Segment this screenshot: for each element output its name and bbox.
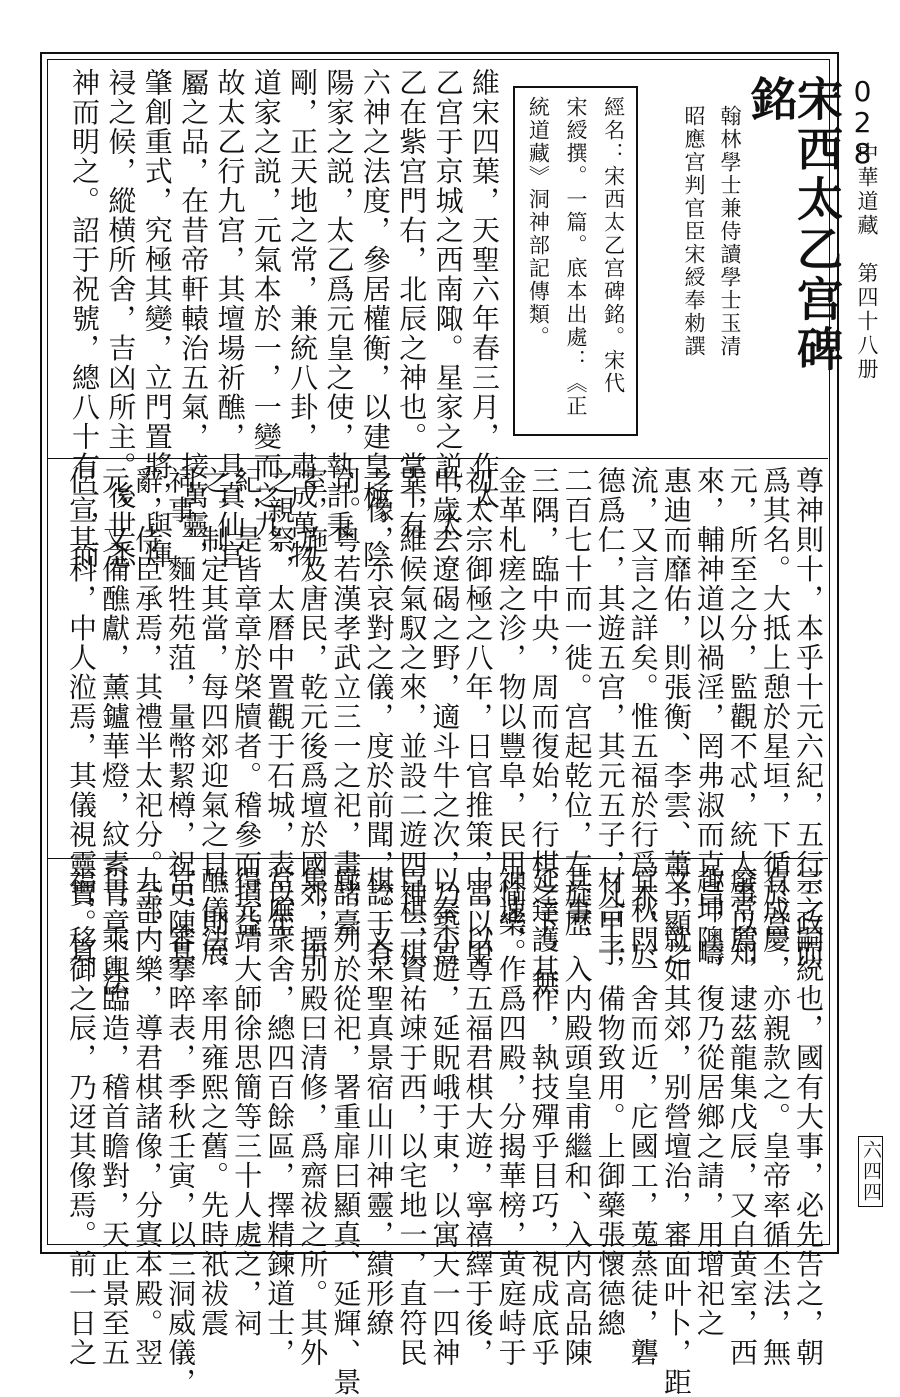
text-column: 肇創重式，究極其變，立門置將，與煇 [140, 68, 174, 570]
text-column: 延達護其作，執技殫乎目巧，視成底乎 [527, 866, 561, 1368]
text-column: 三隅，臨中央，周而復始，行棋之下，無 [527, 466, 561, 997]
text-column: 乙宫于京城之西南陬。星家之説，太 [431, 68, 465, 540]
author-attribution [674, 75, 740, 415]
text-column: 二百七十而一徙。宫起乾位，左旋歷 [560, 466, 594, 938]
text-column: 神速，作爲四殿，分揭華榜，黄庭峙于 [494, 866, 528, 1368]
entry-title: 宋西太乙宫碑銘 [744, 75, 844, 375]
text-column: 侶宣其科，中人涖焉，其儀視靈寶。真 [64, 466, 98, 968]
text-column: 宗之嗣統也，國有大事，必先告之，朝 [792, 866, 825, 1368]
text-column: 尊神則十，本乎十元六紀，五行三政而 [792, 466, 825, 968]
text-column: 之像，示哀對之儀，度於前聞，諗于有 [362, 466, 396, 968]
text-panel-bottom [62, 866, 825, 1397]
title-block [660, 75, 879, 415]
metadata-line: 經名：宋西太乙宫碑銘。宋代 [601, 96, 626, 395]
text-column: 廢常薦，逮茲龍集戊辰，又自黄室，西 [725, 866, 759, 1368]
text-column: 爲其名。大抵上憩於星垣，下循於宫 [758, 466, 792, 938]
text-column: 之親祭，太曆中置觀于石城，表以年 [263, 466, 297, 938]
text-column: 神而明之。詔于祝號，總八十有一，而 [68, 68, 101, 570]
text-column: 材合土，備物致用。上御藥張懷德總 [593, 866, 627, 1338]
text-column: 臣棋，資祐竦于西，以宅地一，直符民 [395, 866, 429, 1368]
author-line: 翰林學士兼侍讀學士玉清 [718, 105, 742, 358]
running-head: 中華道藏 第四十八册 [855, 142, 879, 382]
page-number: 六四四 [858, 1136, 883, 1207]
metadata-line: 宋綬撰。一篇。底本出處：《正 [563, 96, 588, 418]
text-panel-middle [62, 466, 825, 997]
text-column: 惠迪而靡佑，則張衡、李雲、蕭子顯之 [659, 466, 693, 968]
text-column: 以奉小遊，延貺峨于東，以寓天一四神 [428, 866, 462, 1368]
text-column: 集，摽别殿曰清修，爲齋祓之所。其外 [296, 866, 330, 1368]
text-column: 剛，正天地之常，兼統八卦，肅成萬物。 [286, 68, 320, 599]
text-column: 宫，審搴晬表，季秋壬寅，以三洞威儀， [164, 866, 198, 1397]
text-column: 其事，入内殿頭皇甫繼和、入内高品陳 [560, 866, 594, 1368]
text-column: 德爲仁，其遊五宫，其元五子，凡甲子 [593, 466, 627, 968]
text-column: 福，移御之辰，乃迓其像焉。前一日之 [64, 866, 98, 1368]
text-column: 之，制定其當，每四郊迎氣之日，則展 [197, 466, 231, 968]
text-column: 紀，是皆章章於棨牘者。稽參而損益 [230, 466, 264, 938]
text-column: 初太宗御極之八年，日官推策，當以甲 [461, 466, 495, 968]
text-column: 申歲去遼碣之野，適斗牛之次，乃築宫 [428, 466, 462, 968]
text-panel-top [62, 68, 501, 599]
text-column: 棋。又采聖真景宿山川神靈，繢形繚 [362, 866, 396, 1338]
text-column: 文，就如其郊，别營壇治，審面叶卜，距 [659, 866, 693, 1397]
text-column: 醮儀法，率用雍熙之舊。先時祇祓震 [197, 866, 231, 1338]
text-column: 故太乙行九宫，其壇場祈醮，具真仙官 [213, 68, 247, 570]
text-column: 乙在紫宫門右，北辰之神也。掌十有 [395, 68, 429, 540]
text-column: 室，施及唐民，乾元後爲壇於國郊，申 [296, 466, 330, 968]
text-column: 巽，維候氣馭之來，並設二遊四神三棋 [395, 466, 429, 968]
text-column: 趣坤隩，復乃從居鄉之請，用增祀之 [692, 866, 726, 1338]
text-column: 祲之候，縱横所舍，吉凶所主。後世悉 [104, 68, 138, 570]
text-column: 有成慶，亦親款之。皇帝率循丕法，無 [758, 866, 792, 1368]
metadata-line: 統道藏》洞神部記傳類。 [526, 96, 551, 349]
text-column: 辭，侍臣承焉，其禮半太祀分。至三 [131, 466, 165, 938]
text-column: 元，又備醮獻，薰鑪華燈，紋素青章，法 [98, 466, 132, 997]
text-column: 陽家之説，太乙爲元皇之使，執計秉 [322, 68, 356, 540]
text-column: 來，輔神道以禍淫，罔弗淑而克昌，疇 [692, 466, 726, 968]
text-column: 日，乘輿臨造，稽首瞻對，天正景至五 [98, 866, 132, 1368]
text-column: 得元靖大師徐思簡等三十人處之，祠 [230, 866, 264, 1338]
text-column: 維宋四葉，天聖六年春三月，作太 [467, 68, 501, 511]
text-column: 堂廡衆舍，總四百餘區，擇精鍊道士， [263, 866, 297, 1368]
text-column: 宜秋門一舍而近，庀國工，蒐蒸徒，礱 [626, 866, 660, 1368]
text-column: 祠事，麵牲苑菹，量幣絜樽，祝史陳其 [164, 466, 198, 968]
text-column: 屬之品，在昔帝軒轅治五氣，接萬靈， [177, 68, 211, 570]
text-column: 金革札瘥之沴，物以豐阜，民用愉樂。 [494, 466, 528, 968]
text-column: 九部内樂，導君棋諸像，分寘本殿。翌 [131, 866, 165, 1368]
text-column: 六神之法度，參居權衡，以建皇極。陰 [358, 68, 392, 570]
text-column: 元，所至之分，監觀不忒，統人事以知 [725, 466, 759, 968]
text-column: 司。粤若漢孝武立三一之祀，畫諸臺 [329, 466, 363, 938]
text-column: 廊，列於從祀，署重扉曰顯真、延輝、景 [329, 866, 363, 1397]
metadata-box [513, 86, 638, 436]
text-column: 道家之説，元氣本於一，一變而之九， [249, 68, 283, 570]
entry-number: 028 [846, 75, 879, 168]
text-column: 流，又言之詳矣。惟五福於行爲木，於 [626, 466, 660, 968]
text-column: 中，以尊五福君棋大遊，寧禧繹于後， [461, 866, 495, 1368]
author-line: 昭應宫判官臣宋綬奉勑譔 [682, 105, 706, 358]
